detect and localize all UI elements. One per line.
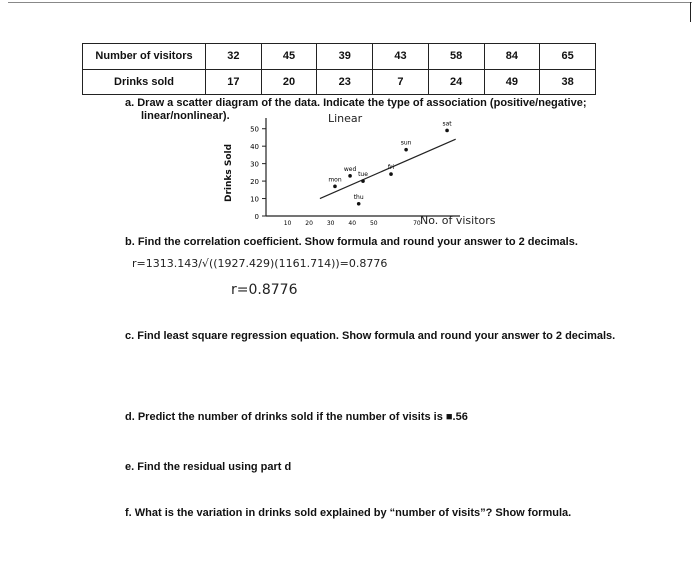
point-label: wed: [343, 165, 357, 173]
point-label: fri: [387, 164, 395, 172]
handwritten-formula: r=1313.143/√((1927.429)(1161.714))=0.8776: [132, 257, 388, 270]
scatter-point: [357, 202, 361, 206]
x-tick-label: 50: [369, 220, 378, 227]
scatter-point: [389, 172, 393, 176]
x-tick-label: 20: [305, 220, 313, 227]
table-cell: 38: [540, 69, 596, 95]
y-tick-label: 10: [250, 195, 259, 204]
y-tick-label: 0: [254, 213, 259, 221]
point-label: sun: [400, 139, 412, 147]
point-label: thu: [353, 193, 364, 201]
table-cell: 7: [373, 69, 429, 95]
table-cell: 20: [261, 69, 317, 95]
table-cell: 58: [428, 44, 484, 70]
scatter-xlabel: No. of visitors: [420, 214, 496, 227]
y-tick-label: 50: [250, 125, 259, 134]
table-cell: 84: [484, 44, 540, 70]
row-label-drinks: Drinks sold: [83, 69, 206, 95]
x-tick-label: 40: [348, 220, 357, 227]
question-d: [125, 411, 468, 423]
table-cell: 17: [206, 69, 262, 95]
question-b: b. Find the correlation coefficient. Show formula and round your answer to 2 decimals.: [125, 236, 578, 248]
frame-edge: [690, 2, 691, 22]
row-label-visitors: Number of visitors: [83, 44, 206, 70]
point-label: sat: [442, 120, 452, 128]
table-cell: 45: [261, 44, 317, 70]
scatter-point: [445, 129, 449, 133]
point-label: mon: [328, 176, 342, 184]
table-row-drinks: [83, 69, 596, 95]
table-cell: 39: [317, 44, 373, 70]
table-cell: 49: [484, 69, 540, 95]
point-labels: [328, 120, 452, 200]
y-ticks: [250, 126, 266, 221]
question-c: c. Find least square regression equation. Show formula and round your answer to 2 decimals.: [125, 330, 616, 342]
question-a-line2: linear/nonlinear).: [141, 110, 230, 122]
y-tick-label: 40: [250, 143, 259, 152]
x-tick-label: 10: [283, 220, 292, 227]
question-f: f. What is the variation in drinks sold explained by “number of visits”? Show formula.: [125, 507, 572, 519]
table-cell: 32: [206, 44, 262, 70]
question-d-text: d. Predict the number of drinks sold if the number of visits is: [125, 411, 446, 423]
handwritten-answer: r=0.8776: [231, 282, 298, 298]
x-tick-label: 30: [326, 220, 335, 227]
question-a-line1: a. Draw a scatter diagram of the data. Indicate the type of association (positive/negative;: [125, 97, 587, 109]
table-row-visitors: [83, 44, 596, 70]
y-tick-label: 20: [250, 178, 259, 187]
scatter-point: [361, 179, 365, 183]
scatter-point: [348, 174, 352, 178]
y-tick-label: 30: [250, 160, 259, 169]
x-ticks: [284, 220, 421, 227]
question-e: e. Find the residual using part d: [125, 461, 292, 473]
scatter-ylabel: Drinks Sold: [224, 143, 234, 202]
data-table: [82, 43, 596, 95]
question-d-value: ■.56: [445, 411, 468, 423]
scatter-point: [333, 185, 337, 189]
table-cell: 65: [540, 44, 596, 70]
x-tick-label: 70: [413, 220, 421, 227]
point-label: tue: [358, 171, 368, 179]
scatter-point: [404, 148, 408, 152]
table-cell: 24: [428, 69, 484, 95]
table-cell: 43: [373, 44, 429, 70]
handwritten-linear: Linear: [328, 112, 363, 125]
table-cell: 23: [317, 69, 373, 95]
